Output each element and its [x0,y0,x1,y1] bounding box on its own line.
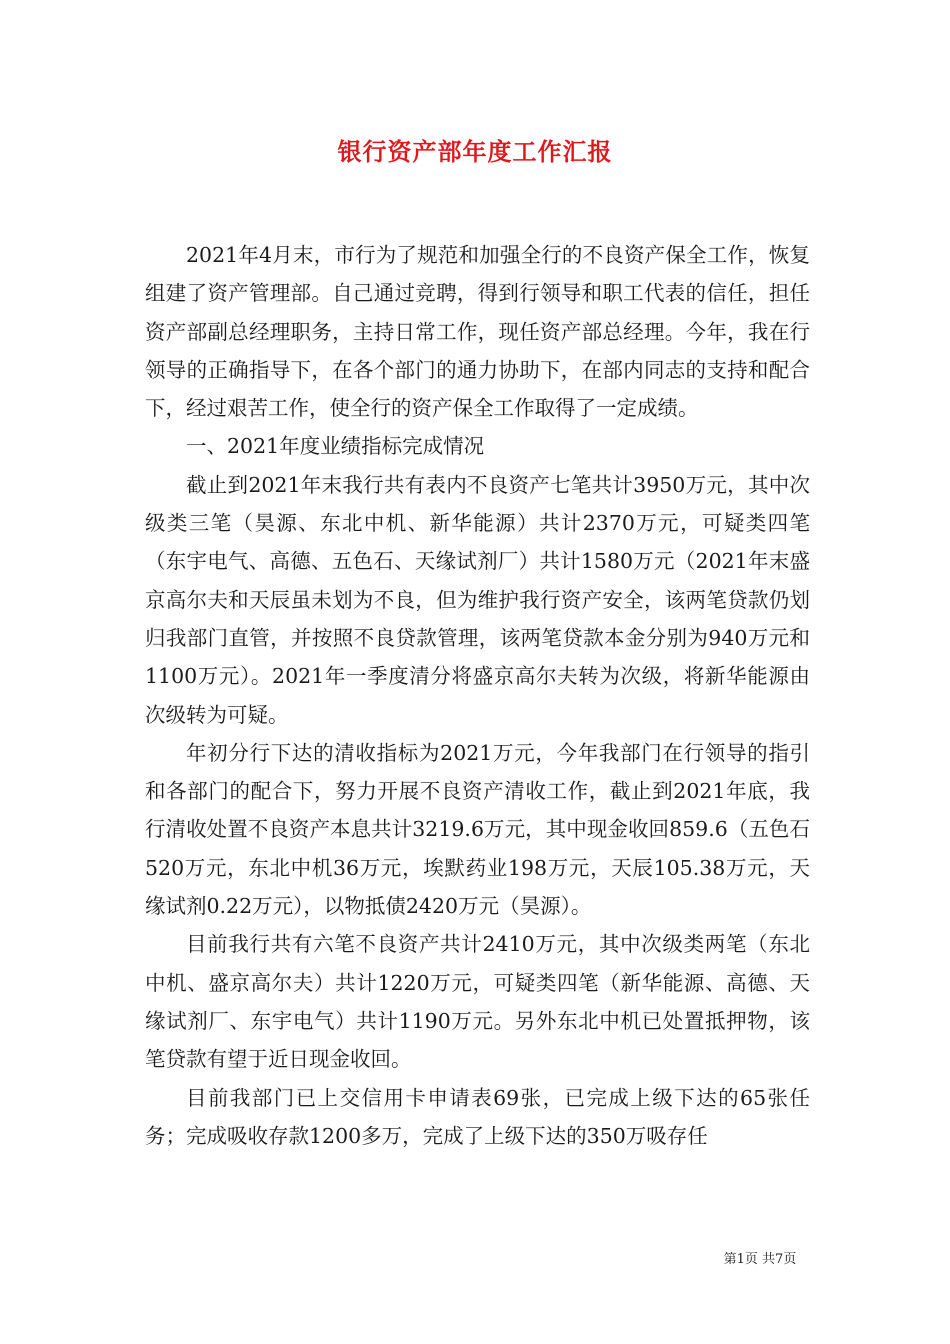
document-body [145,236,810,1155]
document-title: 银行资产部年度工作汇报 [337,137,613,166]
page-indicator: 第1页 共7页 [723,1252,797,1267]
paragraph-intro: 2021年4月末，市行为了规范和加强全行的不良资产保全工作，恢复组建了资产管理部。自己通过竞聘，得到行领导和职工代表的信任，担任资产部副总经理职务，主持日常工作，现任资产部总经理。今年，我在行领导的正确指导下，在各个部门的通力协助下，在部内同志的支持和配合下，经过艰苦工作，使全行的资产保全工作取得了一定成绩。 [145,243,810,421]
paragraph-assets-summary: 截止到2021年末我行共有表内不良资产七笔共计3950万元，其中次级类三笔（昊源、东北中机、新华能源）共计2370万元，可疑类四笔（东宇电气、高德、五色石、天缘试剂厂）共计1580万元（2021年末盛京高尔夫和天辰虽未划为不良，但为维护我行资产安全，该两笔贷款仍划归我部门直管，并按照不良贷款管理，该两笔贷款本金分别为940万元和1100万元）。2021年一季度清分将盛京高尔夫转为次级，将新华能源由次级转为可疑。 [145,472,810,727]
section-heading: 一、2021年度业绩指标完成情况 [186,434,485,459]
paragraph-credit-cards: 目前我部门已上交信用卡申请表69张，已完成上级下达的65张任务；完成吸收存款1200多万，完成了上级下达的350万吸存任 [145,1085,810,1148]
paragraph-recovery: 年初分行下达的清收指标为2021万元，今年我部门在行领导的指引和各部门的配合下，努力开展不良资产清收工作，截止到2021年底，我行清收处置不良资产本息共计3219.6万元，其中现金收回859.6（五色石520万元，东北中机36万元，埃默药业198万元，天辰105.38万元，天缘试剂0.22万元），以物抵债2420万元（昊源）。 [145,740,810,919]
paragraph-current-assets: 目前我行共有六笔不良资产共计2410万元，其中次级类两笔（东北中机、盛京高尔夫）共计1220万元，可疑类四笔（新华能源、高德、天缘试剂厂、东宇电气）共计1190万元。另外东北中机已处置抵押物，该笔贷款有望于近日现金收回。 [145,932,810,1072]
